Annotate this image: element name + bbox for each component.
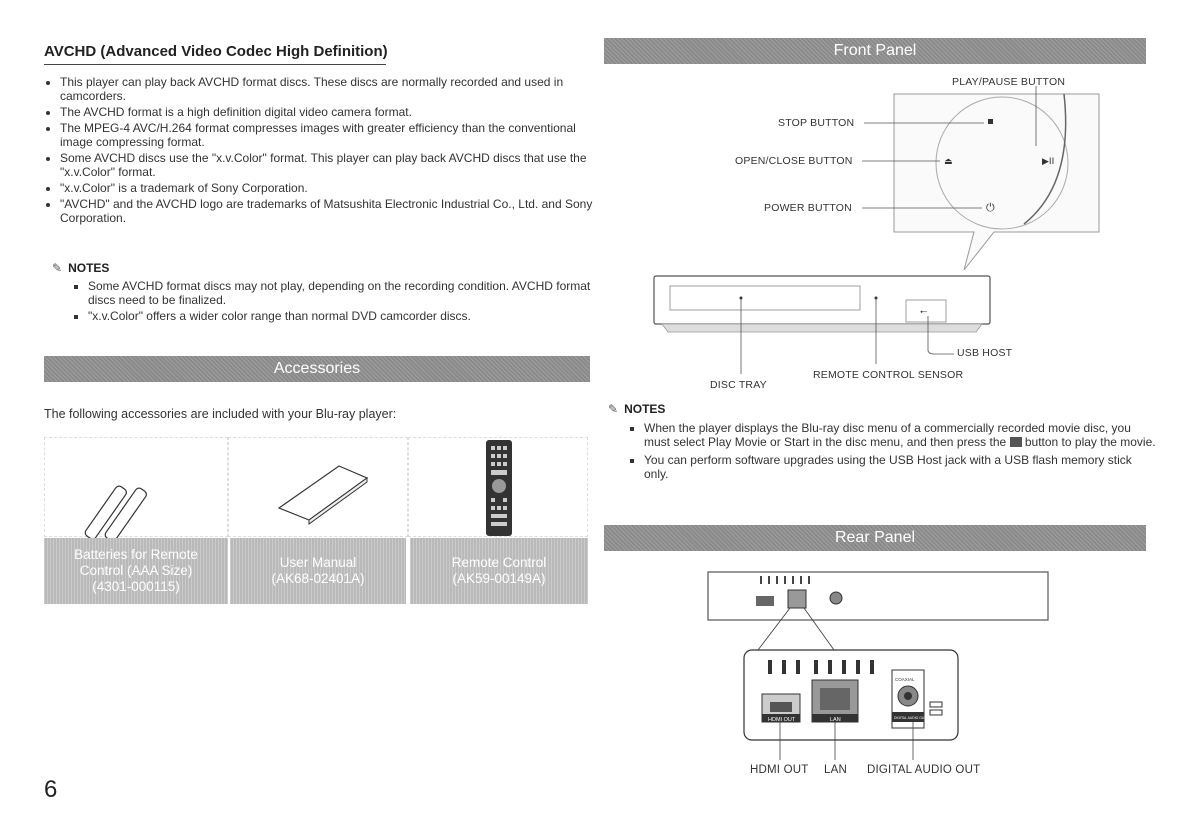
rear-panel-diagram bbox=[700, 564, 1060, 760]
avchd-notes-heading: ✎ NOTES bbox=[52, 261, 110, 275]
list-item: ▪ When the player displays the Blu-ray disc menu of a commercially recorded movie disc, you must select Play Movie or Start in the disc menu, and then press the button to play the movie. bbox=[644, 421, 1156, 449]
label-open-close: OPEN/CLOSE BUTTON bbox=[735, 155, 853, 167]
accessories-banner: Accessories bbox=[44, 356, 590, 382]
eject-icon: ⏏ bbox=[944, 157, 953, 167]
batteries-icon bbox=[45, 438, 229, 538]
list-item: • The MPEG-4 AVC/H.264 format compresses images with greater efficiency than the conventional image compressing format. bbox=[60, 121, 600, 149]
label-play-pause: PLAY/PAUSE BUTTON bbox=[952, 76, 1066, 88]
tools-button-icon bbox=[1010, 437, 1022, 447]
rear-panel-banner: Rear Panel bbox=[604, 525, 1146, 551]
label-hdmi-out: HDMI OUT bbox=[750, 764, 809, 776]
list-item: • "AVCHD" and the AVCHD logo are trademarks of Matsushita Electronic Industrial Co., Ltd. and Sony Corporation. bbox=[60, 197, 600, 225]
remote-control-icon bbox=[409, 438, 589, 538]
hdmi-port bbox=[770, 702, 792, 712]
svg-text:LAN: LAN bbox=[830, 717, 841, 723]
svg-text:COAXIAL: COAXIAL bbox=[895, 677, 915, 682]
manual-icon bbox=[229, 438, 409, 538]
accessory-caption-manual: User Manual (AK68-02401A) bbox=[230, 538, 406, 604]
play-pause-icon: ▶II bbox=[1042, 157, 1055, 167]
accessory-image-batteries bbox=[44, 437, 228, 537]
list-item: ▪ Some AVCHD format discs may not play, depending on the recording condition. AVCHD format discs need to be finalized. bbox=[88, 279, 594, 307]
accessory-image-manual bbox=[228, 437, 408, 537]
power-icon: ⏻ bbox=[986, 201, 995, 214]
stop-icon bbox=[988, 119, 993, 124]
svg-text:DIGITAL AUDIO OUT: DIGITAL AUDIO OUT bbox=[894, 716, 927, 720]
accessory-caption-remote: Remote Control (AK59-00149A) bbox=[410, 538, 588, 604]
front-panel-banner: Front Panel bbox=[604, 38, 1146, 64]
list-item: ▪ "x.v.Color" offers a wider color range than normal DVD camcorder discs. bbox=[88, 309, 594, 323]
list-item: • This player can play back AVCHD format discs. These discs are normally recorded and used in camcorders. bbox=[60, 75, 600, 103]
avchd-bullet-list bbox=[46, 75, 600, 227]
avchd-notes-list bbox=[74, 279, 594, 325]
pencil-icon: ✎ bbox=[52, 261, 63, 275]
label-lan: LAN bbox=[824, 764, 847, 776]
avchd-title-underline bbox=[44, 64, 386, 65]
accessory-image-remote bbox=[408, 437, 588, 537]
list-item: • Some AVCHD discs use the "x.v.Color" format. This player can play back AVCHD discs that use the "x.v.Color" format. bbox=[60, 151, 600, 179]
label-power: POWER BUTTON bbox=[764, 202, 852, 214]
usb-icon: ⭠ bbox=[920, 307, 928, 317]
label-stop: STOP BUTTON bbox=[778, 117, 855, 129]
front-notes-heading: ✎ NOTES bbox=[608, 402, 666, 416]
accessories-intro: The following accessories are included with your Blu-ray player: bbox=[44, 407, 397, 421]
pencil-icon: ✎ bbox=[608, 402, 619, 416]
label-usb-host: USB HOST bbox=[957, 347, 1013, 359]
list-item: • The AVCHD format is a high definition digital video camera format. bbox=[60, 105, 600, 119]
label-disc-tray: DISC TRAY bbox=[710, 379, 767, 391]
avchd-title: AVCHD (Advanced Video Codec High Definition) bbox=[44, 43, 388, 60]
label-digital-audio-out: DIGITAL AUDIO OUT bbox=[867, 764, 981, 776]
front-panel-diagram bbox=[604, 64, 1146, 394]
front-notes-list bbox=[630, 421, 1156, 483]
svg-text:HDMI OUT: HDMI OUT bbox=[768, 717, 796, 723]
list-item: ▪ You can perform software upgrades using the USB Host jack with a USB flash memory stick only. bbox=[644, 453, 1156, 481]
page-number: 6 bbox=[44, 776, 58, 803]
accessory-caption-batteries: Batteries for Remote Control (AAA Size) (4301-000115) bbox=[44, 538, 228, 604]
label-remote-sensor: REMOTE CONTROL SENSOR bbox=[813, 369, 964, 381]
list-item: • "x.v.Color" is a trademark of Sony Corporation. bbox=[60, 181, 600, 195]
